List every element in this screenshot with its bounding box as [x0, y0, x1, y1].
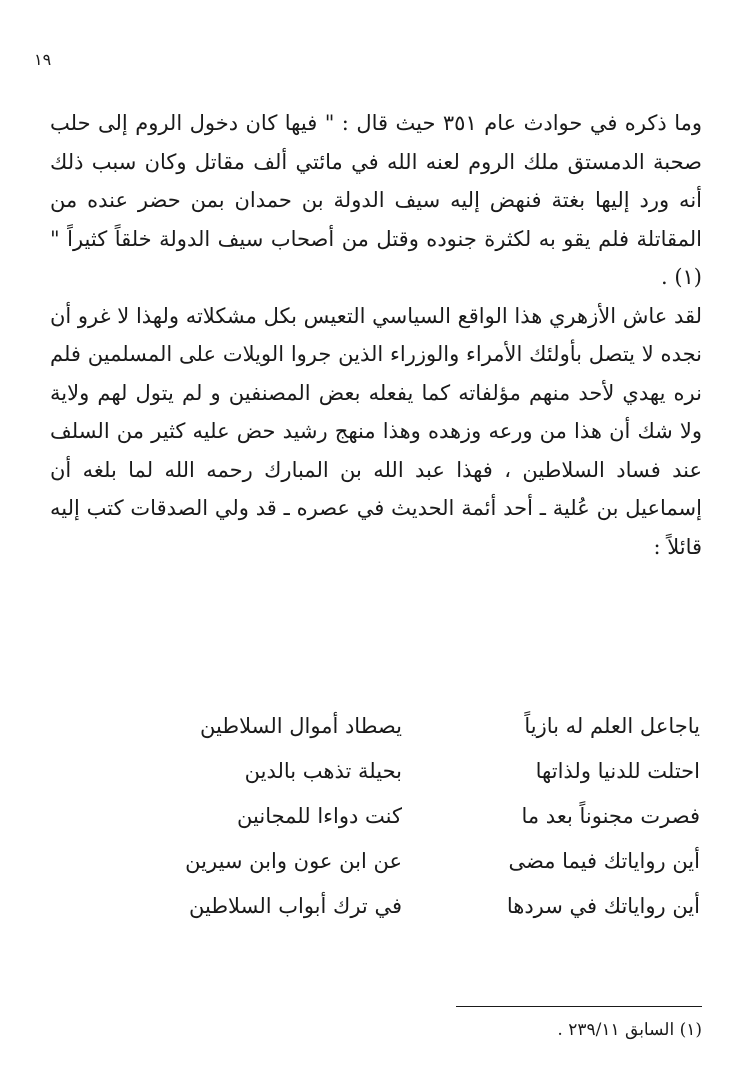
poem-verse: [170, 884, 700, 929]
poem-first-hemistich: ياجاعل العلم له بازياً: [524, 714, 700, 738]
poem-second-hemistich: بحيلة تذهب بالدين: [244, 759, 402, 783]
poem-second-hemistich: كنت دواءا للمجانين: [237, 804, 402, 828]
poem-verse: [170, 839, 700, 884]
footnote-divider: [456, 1006, 702, 1007]
footnote: (١) السابق ٢٣٩/١١ .: [557, 1020, 702, 1040]
poem-first-hemistich: أين رواياتك في سردها: [506, 894, 700, 918]
poem-first-hemistich: احتلت للدنيا ولذاتها: [535, 759, 700, 783]
poem-first-hemistich: فصرت مجنوناً بعد ما: [521, 804, 700, 828]
poem-verse: [170, 794, 700, 839]
poem-verse: [170, 704, 700, 749]
poem-second-hemistich: في ترك أبواب السلاطين: [189, 894, 402, 918]
poem-second-hemistich: عن ابن عون وابن سيرين: [185, 849, 402, 873]
paragraph-azhari-context: لقد عاش الأزهري هذا الواقع السياسي التعيس بكل مشكلاته ولهذا لا غرو أن نجده لا يتصل بأولئك الأمراء والوزراء الذين جروا الويلات على المسلمين فلم نره يهدي لأحد منهم مؤلفاته كما يفعله بعض المصنفين و لم يتول لهم ولاية ولا شك أن هذا من ورعه وزهده وهذا منهج رشيد حض عليه كثير من السلف عند فساد السلاطين ، فهذا عبد الله بن المبارك رحمه الله لما بلغه أن إسماعيل بن عُلية ـ أحد أئمة الحديث في عصره ـ قد ولي الصدقات كتب إليه قائلاً :: [49, 303, 702, 559]
poem-first-hemistich: أين رواياتك فيما مضى: [508, 849, 700, 873]
poem-verse: [170, 749, 700, 794]
body-text: [50, 104, 702, 566]
paragraph-battle-account: وما ذكره في حوادث عام ٣٥١ حيث قال : " فيها كان دخول الروم إلى حلب صحبة الدمستق ملك الروم لعنه الله في مائتي ألف مقاتل وكان سبب ذلك أنه ورد إليها بغتة فنهض إليه سيف الدولة بن حمدان بمن حضر عنده من المقاتلة فلم يقو به لكثرة جنوده وقتل من أصحاب سيف الدولة خلقاً كثيراً " (١) .: [50, 111, 702, 289]
page-number: ١٩: [34, 50, 52, 69]
poem-second-hemistich: يصطاد أموال السلاطين: [200, 714, 402, 738]
poem: [170, 704, 700, 929]
